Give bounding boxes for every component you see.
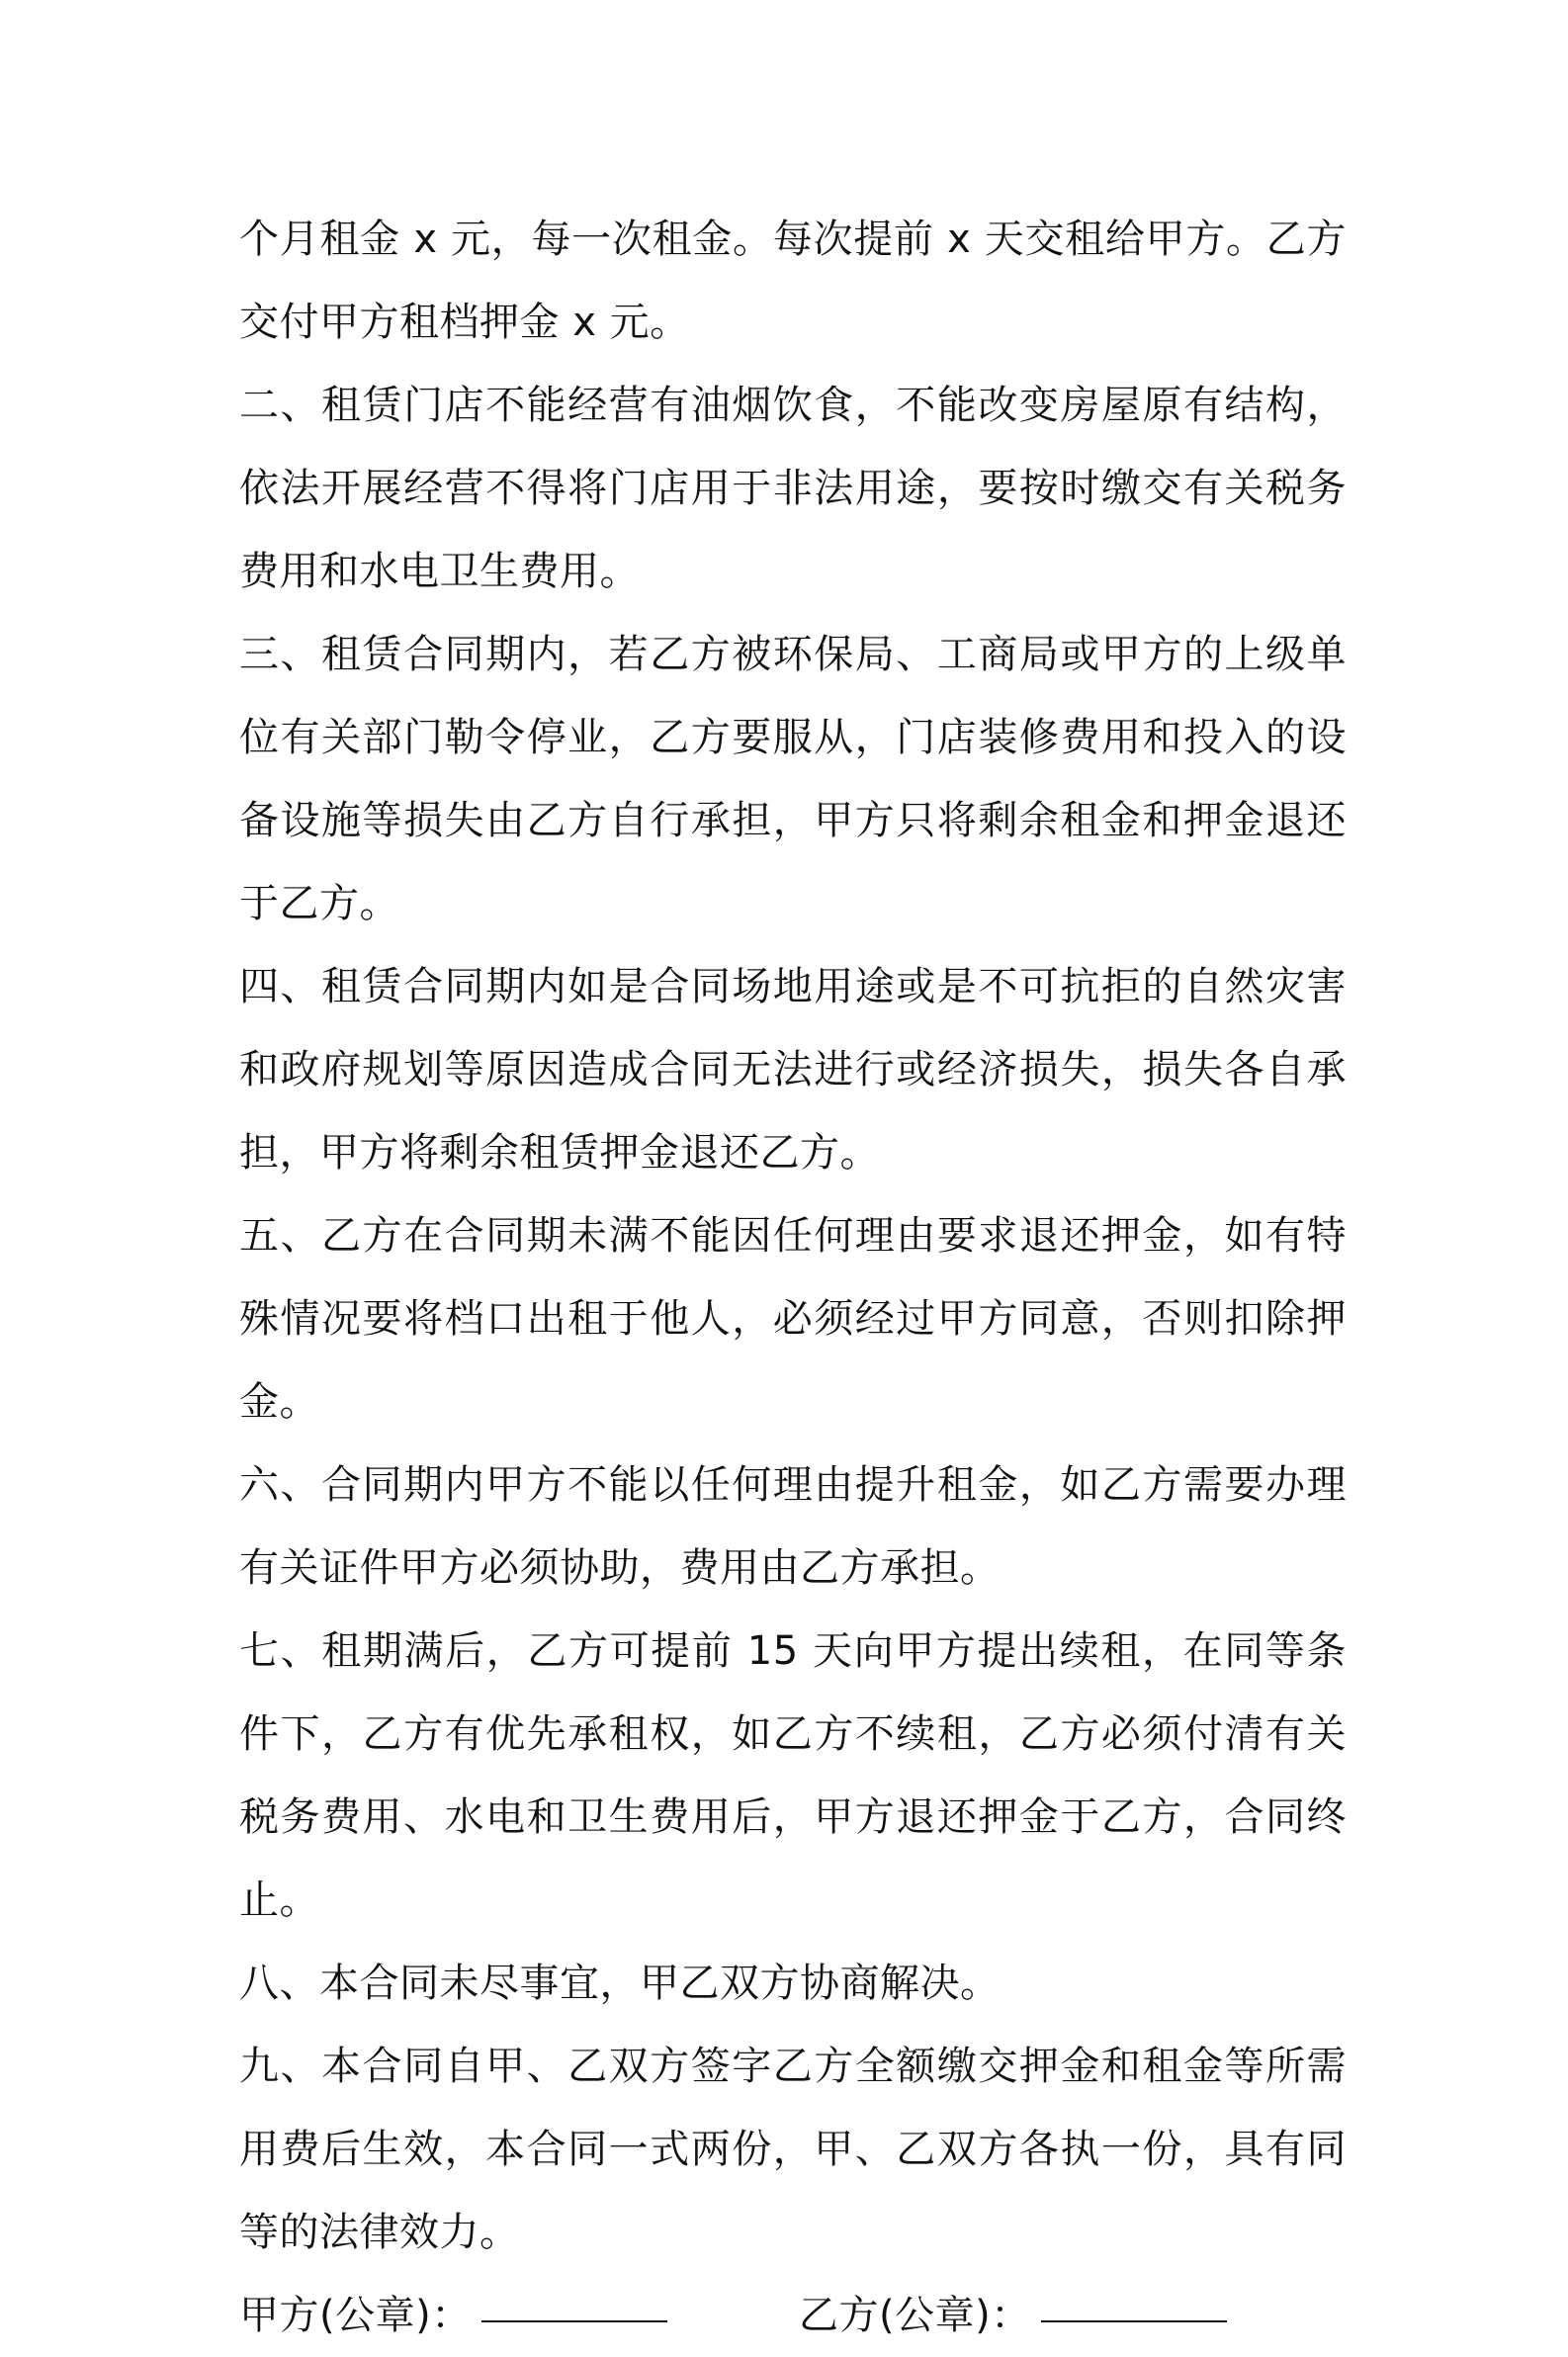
party-a-label: 甲方(公章)： <box>239 2293 472 2338</box>
contract-page <box>239 198 1347 2357</box>
clause-5: 五、乙方在合同期未满不能因任何理由要求退还押金，如有特殊情况要将档口出租于他人，必须经过甲方同意，否则扣除押金。 <box>239 1213 1347 1425</box>
party-a-signature-line <box>481 2281 667 2322</box>
clause-2: 二、租赁门店不能经营有油烟饮食，不能改变房屋原有结构，依法开展经营不得将门店用于非法用途，要按时缴交有关税务费用和水电卫生费用。 <box>239 383 1347 594</box>
party-a-signature <box>239 2274 799 2357</box>
paragraph-rent-terms: 个月租金 x 元，每一次租金。每次提前 x 天交租给甲方。乙方交付甲方租档押金 x 元。 <box>239 217 1347 345</box>
clause-9: 九、本合同自甲、乙双方签字乙方全额缴交押金和租金等所需用费后生效，本合同一式两份，甲、乙双方各执一份，具有同等的法律效力。 <box>239 2044 1347 2255</box>
clause-8: 八、本合同未尽事宜，甲乙双方协商解决。 <box>239 1961 1001 2006</box>
clause-4: 四、租赁合同期内如是合同场地用途或是不可抗拒的自然灾害和政府规划等原因造成合同无法进行或经济损失，损失各自承担，甲方将剩余租赁押金退还乙方。 <box>239 964 1347 1176</box>
clause-3: 三、租赁合同期内，若乙方被环保局、工商局或甲方的上级单位有关部门勒令停业，乙方要服从，门店装修费用和投入的设备设施等损失由乙方自行承担，甲方只将剩余租金和押金退还于乙方。 <box>239 632 1347 926</box>
party-b-signature-line <box>1041 2281 1227 2322</box>
clause-6: 六、合同期内甲方不能以任何理由提升租金，如乙方需要办理有关证件甲方必须协助，费用由乙方承担。 <box>239 1462 1347 1591</box>
party-b-signature <box>799 2274 1227 2357</box>
clause-7: 七、租期满后，乙方可提前 15 天向甲方提出续租，在同等条件下，乙方有优先承租权，如乙方不续租，乙方必须付清有关税务费用、水电和卫生费用后，甲方退还押金于乙方，合同终止。 <box>239 1628 1347 1923</box>
party-b-label: 乙方(公章)： <box>799 2293 1031 2338</box>
signature-row <box>239 2274 1347 2357</box>
